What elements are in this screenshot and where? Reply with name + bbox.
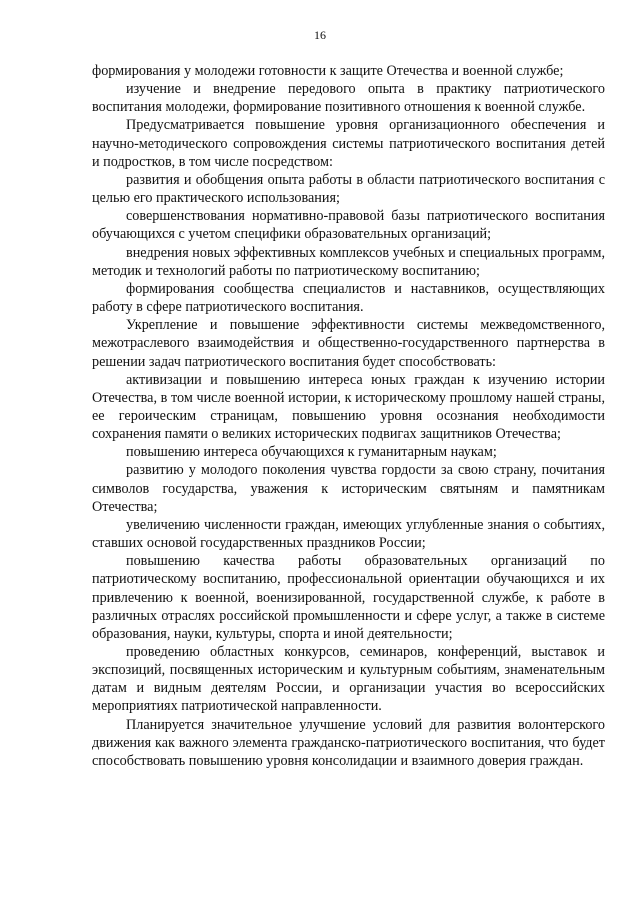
paragraph: Предусматривается повышение уровня организационного обеспечения и научно-методического сопровождения системы патриотического воспитания детей и подростков, в том числе посредством:	[92, 117, 605, 170]
paragraph: внедрения новых эффективных комплексов учебных и специальных программ, методик и технологий работы по патриотическому воспитанию;	[92, 244, 605, 279]
paragraph: формирования сообщества специалистов и наставников, осуществляющих работу в сфере патриотического воспитания.	[92, 280, 605, 316]
paragraph: повышению интереса обучающихся к гуманитарным наукам;	[126, 444, 497, 461]
paragraph: формирования у молодежи готовности к защите Отечества и военной службе;	[92, 63, 564, 79]
paragraph: развития и обобщения опыта работы в области патриотического воспитания с целью его практического использования;	[92, 171, 605, 207]
body-text	[92, 62, 605, 770]
paragraph: увеличению численности граждан, имеющих углубленные знания о событиях, ставших основой государственных праздников России;	[92, 516, 605, 552]
paragraph: Планируется значительное улучшение условий для развития волонтерского движения как важного элемента гражданско-патриотического воспитания, что будет способствовать повышению уровня консолидации и взаимного доверия граждан.	[92, 716, 605, 769]
paragraph: изучение и внедрение передового опыта в практику патриотического воспитания молодежи, формирование позитивного отношения к военной службе.	[92, 81, 605, 116]
page-number: 16	[314, 28, 326, 42]
paragraph: повышению качества работы образовательных организаций по патриотическому воспитанию, профессиональной ориентации обучающихся и их привлечению к военной, военизированной, государственной службе, к работе в различных отраслях российской промышленности и сфере услуг, а также в системе образования, науки, культуры, спорта и иной деятельности;	[92, 553, 605, 642]
paragraph: Укрепление и повышение эффективности системы межведомственного, межотраслевого взаимодействия и общественно-государственного партнерства в решении задач патриотического воспитания будет способствовать:	[92, 317, 605, 370]
paragraph: активизации и повышению интереса юных граждан к изучению истории Отечества, в том числе военной истории, к историческому прошлому нашей страны, ее героическим страницам, повышению уровня осознания необходимости сохранения памяти о великих исторических подвигах защитников Отечества;	[92, 371, 605, 443]
paragraph: проведению областных конкурсов, семинаров, конференций, выставок и экспозиций, посвященных историческим и культурным событиям, знаменательным датам и видным деятелям России, и организации участия во всероссийских мероприятиях патриотической направленности.	[92, 644, 605, 715]
paragraph: совершенствования нормативно-правовой базы патриотического воспитания обучающихся с учетом специфики образовательных организаций;	[92, 208, 605, 243]
paragraph: развитию у молодого поколения чувства гордости за свою страну, почитания символов государства, уважения к историческим святыням и памятникам Отечества;	[92, 462, 605, 515]
